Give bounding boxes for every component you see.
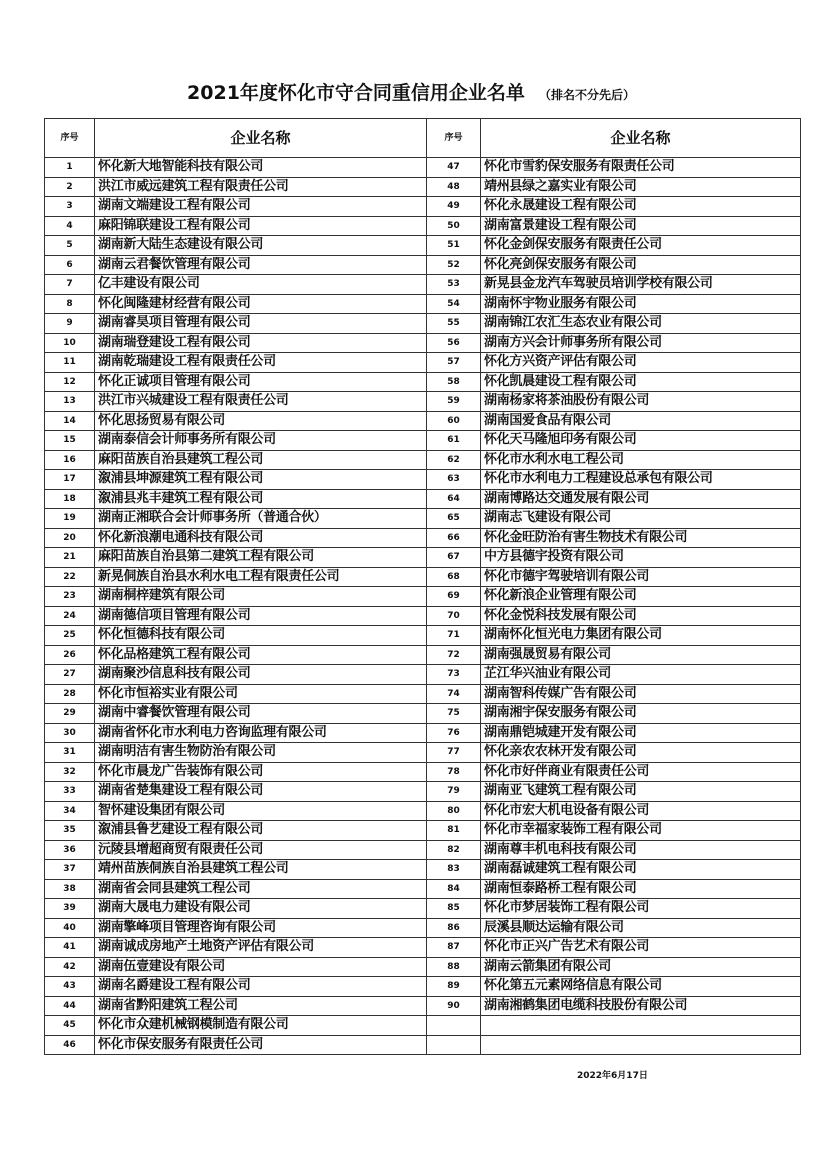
row-number-left: 42 — [45, 957, 95, 977]
company-name-left: 湖南诚成房地产土地资产评估有限公司 — [95, 938, 427, 958]
row-number-right: 68 — [427, 567, 481, 587]
table-header-row — [45, 119, 801, 158]
company-name-right: 湖南杨家将茶油股份有限公司 — [481, 392, 801, 412]
row-number-right: 71 — [427, 626, 481, 646]
row-number-left: 29 — [45, 704, 95, 724]
row-number-right: 86 — [427, 918, 481, 938]
row-number-right: 73 — [427, 665, 481, 685]
row-number-left: 26 — [45, 645, 95, 665]
table-row — [45, 294, 801, 314]
row-number-left: 46 — [45, 1035, 95, 1055]
company-name-right: 怀化第五元素网络信息有限公司 — [481, 977, 801, 997]
table-row — [45, 372, 801, 392]
company-name-right: 怀化亮剑保安服务有限公司 — [481, 255, 801, 275]
company-name-right — [481, 1016, 801, 1036]
table-row — [45, 333, 801, 353]
header-name-left: 企业名称 — [95, 119, 427, 158]
company-name-right: 怀化市水利电力工程建设总承包有限公司 — [481, 470, 801, 490]
row-number-right: 76 — [427, 723, 481, 743]
row-number-left: 5 — [45, 236, 95, 256]
row-number-left: 1 — [45, 158, 95, 178]
company-name-right: 怀化金旺防治有害生物技术有限公司 — [481, 528, 801, 548]
row-number-left: 18 — [45, 489, 95, 509]
row-number-left: 14 — [45, 411, 95, 431]
table-row — [45, 977, 801, 997]
company-name-left: 湖南新大陆生态建设有限公司 — [95, 236, 427, 256]
company-name-right: 湖南湘鹤集团电缆科技股份有限公司 — [481, 996, 801, 1016]
table-row — [45, 431, 801, 451]
company-name-right: 湖南智科传媒广告有限公司 — [481, 684, 801, 704]
row-number-left: 25 — [45, 626, 95, 646]
row-number-left: 24 — [45, 606, 95, 626]
company-name-right: 怀化方兴资产评估有限公司 — [481, 353, 801, 373]
table-row — [45, 704, 801, 724]
company-name-right: 怀化金剑保安服务有限责任公司 — [481, 236, 801, 256]
header-no-left: 序号 — [45, 119, 95, 158]
company-name-left: 湖南乾瑞建设工程有限责任公司 — [95, 353, 427, 373]
company-name-left: 怀化新大地智能科技有限公司 — [95, 158, 427, 178]
table-row — [45, 216, 801, 236]
row-number-left: 9 — [45, 314, 95, 334]
row-number-left: 23 — [45, 587, 95, 607]
company-name-left: 怀化闽隆建材经营有限公司 — [95, 294, 427, 314]
company-name-left: 溆浦县坤源建筑工程有限公司 — [95, 470, 427, 490]
issue-date: 2022年6月17日 — [577, 1071, 648, 1081]
company-name-left: 沅陵县增超商贸有限责任公司 — [95, 840, 427, 860]
table-row — [45, 314, 801, 334]
company-name-right: 中方县德宇投资有限公司 — [481, 548, 801, 568]
table-row — [45, 450, 801, 470]
table-row — [45, 411, 801, 431]
row-number-right: 78 — [427, 762, 481, 782]
company-name-right: 湖南磊诚建筑工程有限公司 — [481, 860, 801, 880]
row-number-left: 4 — [45, 216, 95, 236]
header-name-right: 企业名称 — [481, 119, 801, 158]
company-name-right: 怀化市雪豹保安服务有限责任公司 — [481, 158, 801, 178]
row-number-right: 53 — [427, 275, 481, 295]
row-number-right — [427, 1035, 481, 1055]
row-number-left: 19 — [45, 509, 95, 529]
row-number-right: 79 — [427, 782, 481, 802]
row-number-right: 64 — [427, 489, 481, 509]
company-name-right: 湖南鼎铠城建开发有限公司 — [481, 723, 801, 743]
row-number-right: 72 — [427, 645, 481, 665]
row-number-right: 50 — [427, 216, 481, 236]
row-number-right: 52 — [427, 255, 481, 275]
company-name-left: 湖南泰信会计师事务所有限公司 — [95, 431, 427, 451]
table-row — [45, 879, 801, 899]
company-name-left: 湖南瑞登建设工程有限公司 — [95, 333, 427, 353]
table-row — [45, 684, 801, 704]
ranking-note: （排名不分先后） — [538, 88, 635, 102]
company-name-right: 湖南方兴会计师事务所有限公司 — [481, 333, 801, 353]
company-name-left: 怀化新浪潮电通科技有限公司 — [95, 528, 427, 548]
enterprise-table — [44, 118, 801, 1055]
row-number-right: 82 — [427, 840, 481, 860]
company-name-left: 湖南明洁有害生物防治有限公司 — [95, 743, 427, 763]
company-name-right: 湖南强晟贸易有限公司 — [481, 645, 801, 665]
company-name-right: 湖南志飞建设有限公司 — [481, 509, 801, 529]
table-row — [45, 236, 801, 256]
company-name-left: 溆浦县兆丰建筑工程有限公司 — [95, 489, 427, 509]
company-name-right: 怀化亲农农林开发有限公司 — [481, 743, 801, 763]
table-row — [45, 938, 801, 958]
title-block — [0, 78, 822, 105]
table-row — [45, 743, 801, 763]
table-row — [45, 665, 801, 685]
row-number-right: 90 — [427, 996, 481, 1016]
table-row — [45, 645, 801, 665]
company-name-right: 怀化凯晨建设工程有限公司 — [481, 372, 801, 392]
table-row — [45, 392, 801, 412]
company-name-left: 湖南文端建设工程有限公司 — [95, 197, 427, 217]
row-number-right: 65 — [427, 509, 481, 529]
company-name-right: 怀化市好伴商业有限责任公司 — [481, 762, 801, 782]
company-name-right: 芷江华兴油业有限公司 — [481, 665, 801, 685]
row-number-left: 11 — [45, 353, 95, 373]
table-row — [45, 782, 801, 802]
row-number-right: 70 — [427, 606, 481, 626]
row-number-left: 30 — [45, 723, 95, 743]
row-number-right: 47 — [427, 158, 481, 178]
row-number-right: 74 — [427, 684, 481, 704]
table-row — [45, 1035, 801, 1055]
company-name-right: 怀化天马隆旭印务有限公司 — [481, 431, 801, 451]
row-number-left: 43 — [45, 977, 95, 997]
company-name-right: 湖南怀化恒光电力集团有限公司 — [481, 626, 801, 646]
row-number-left: 33 — [45, 782, 95, 802]
company-name-left: 湖南名爵建设工程有限公司 — [95, 977, 427, 997]
company-name-left: 湖南中睿餐饮管理有限公司 — [95, 704, 427, 724]
row-number-left: 37 — [45, 860, 95, 880]
company-name-left: 亿丰建设有限公司 — [95, 275, 427, 295]
row-number-right: 55 — [427, 314, 481, 334]
company-name-left: 怀化市众建机械钢模制造有限公司 — [95, 1016, 427, 1036]
row-number-left: 8 — [45, 294, 95, 314]
table-row — [45, 353, 801, 373]
company-name-left: 湖南省楚集建设工程有限公司 — [95, 782, 427, 802]
company-name-left: 怀化思扬贸易有限公司 — [95, 411, 427, 431]
company-name-right: 湖南湘宇保安服务有限公司 — [481, 704, 801, 724]
row-number-left: 17 — [45, 470, 95, 490]
row-number-right: 61 — [427, 431, 481, 451]
company-name-left: 湖南桐梓建筑有限公司 — [95, 587, 427, 607]
company-name-left: 湖南省怀化市水利电力咨询监理有限公司 — [95, 723, 427, 743]
row-number-left: 20 — [45, 528, 95, 548]
company-name-left: 湖南德信项目管理有限公司 — [95, 606, 427, 626]
table-row — [45, 470, 801, 490]
company-name-left: 湖南大晟电力建设有限公司 — [95, 899, 427, 919]
row-number-right: 66 — [427, 528, 481, 548]
row-number-right: 88 — [427, 957, 481, 977]
company-name-left: 麻阳锦联建设工程有限公司 — [95, 216, 427, 236]
company-name-right: 怀化市正兴广告艺术有限公司 — [481, 938, 801, 958]
company-name-right: 怀化市德宇驾驶培训有限公司 — [481, 567, 801, 587]
row-number-left: 2 — [45, 177, 95, 197]
row-number-right: 58 — [427, 372, 481, 392]
row-number-left: 40 — [45, 918, 95, 938]
row-number-right: 75 — [427, 704, 481, 724]
table-row — [45, 996, 801, 1016]
table-row — [45, 528, 801, 548]
company-name-right — [481, 1035, 801, 1055]
table-row — [45, 918, 801, 938]
row-number-right: 77 — [427, 743, 481, 763]
row-number-right: 80 — [427, 801, 481, 821]
row-number-right: 48 — [427, 177, 481, 197]
company-name-left: 怀化市恒裕实业有限公司 — [95, 684, 427, 704]
table-row — [45, 177, 801, 197]
row-number-right: 56 — [427, 333, 481, 353]
table-row — [45, 626, 801, 646]
company-name-right: 湖南恒泰路桥工程有限公司 — [481, 879, 801, 899]
row-number-right: 87 — [427, 938, 481, 958]
company-name-right: 怀化新浪企业管理有限公司 — [481, 587, 801, 607]
table-row — [45, 860, 801, 880]
company-name-left: 湖南聚沙信息科技有限公司 — [95, 665, 427, 685]
company-name-left: 怀化品格建筑工程有限公司 — [95, 645, 427, 665]
row-number-left: 22 — [45, 567, 95, 587]
row-number-right: 51 — [427, 236, 481, 256]
table-row — [45, 1016, 801, 1036]
company-name-left: 湖南省黔阳建筑工程公司 — [95, 996, 427, 1016]
company-name-left: 溆浦县鲁艺建设工程有限公司 — [95, 821, 427, 841]
company-name-right: 怀化市幸福家装饰工程有限公司 — [481, 821, 801, 841]
row-number-right: 59 — [427, 392, 481, 412]
row-number-right: 67 — [427, 548, 481, 568]
company-name-left: 靖州苗族侗族自治县建筑工程公司 — [95, 860, 427, 880]
company-name-right: 湖南国爱食品有限公司 — [481, 411, 801, 431]
row-number-left: 3 — [45, 197, 95, 217]
row-number-left: 34 — [45, 801, 95, 821]
row-number-left: 10 — [45, 333, 95, 353]
row-number-right — [427, 1016, 481, 1036]
table-row — [45, 606, 801, 626]
company-name-right: 湖南富景建设工程有限公司 — [481, 216, 801, 236]
row-number-right: 63 — [427, 470, 481, 490]
row-number-left: 38 — [45, 879, 95, 899]
row-number-left: 41 — [45, 938, 95, 958]
row-number-right: 54 — [427, 294, 481, 314]
table-row — [45, 197, 801, 217]
table-row — [45, 548, 801, 568]
company-name-right: 湖南尊丰机电科技有限公司 — [481, 840, 801, 860]
company-name-left: 湖南正湘联合会计师事务所（普通合伙） — [95, 509, 427, 529]
company-name-right: 湖南亚飞建筑工程有限公司 — [481, 782, 801, 802]
table-row — [45, 275, 801, 295]
row-number-left: 13 — [45, 392, 95, 412]
company-name-left: 智怀建设集团有限公司 — [95, 801, 427, 821]
table-row — [45, 255, 801, 275]
table-row — [45, 489, 801, 509]
company-name-left: 湖南伍壹建设有限公司 — [95, 957, 427, 977]
company-name-right: 湖南锦江农汇生态农业有限公司 — [481, 314, 801, 334]
row-number-right: 83 — [427, 860, 481, 880]
table-row — [45, 567, 801, 587]
company-name-right: 靖州县绿之嘉实业有限公司 — [481, 177, 801, 197]
row-number-left: 39 — [45, 899, 95, 919]
row-number-left: 28 — [45, 684, 95, 704]
row-number-right: 84 — [427, 879, 481, 899]
row-number-right: 81 — [427, 821, 481, 841]
row-number-left: 21 — [45, 548, 95, 568]
company-name-left: 麻阳苗族自治县建筑工程公司 — [95, 450, 427, 470]
company-name-right: 湖南怀宇物业服务有限公司 — [481, 294, 801, 314]
page-title: 2021年度怀化市守合同重信用企业名单 — [187, 82, 525, 104]
company-name-left: 怀化市晨龙广告装饰有限公司 — [95, 762, 427, 782]
row-number-left: 31 — [45, 743, 95, 763]
row-number-right: 57 — [427, 353, 481, 373]
company-name-right: 怀化永晟建设工程有限公司 — [481, 197, 801, 217]
company-name-right: 辰溪县顺达运输有限公司 — [481, 918, 801, 938]
company-name-right: 怀化市梦居装饰工程有限公司 — [481, 899, 801, 919]
table-row — [45, 762, 801, 782]
company-name-left: 湖南省会同县建筑工程公司 — [95, 879, 427, 899]
table-row — [45, 957, 801, 977]
row-number-left: 27 — [45, 665, 95, 685]
row-number-left: 44 — [45, 996, 95, 1016]
row-number-right: 89 — [427, 977, 481, 997]
company-name-left: 怀化市保安服务有限责任公司 — [95, 1035, 427, 1055]
company-name-right: 怀化金悦科技发展有限公司 — [481, 606, 801, 626]
row-number-right: 69 — [427, 587, 481, 607]
table-row — [45, 723, 801, 743]
company-name-left: 新晃侗族自治县水利水电工程有限责任公司 — [95, 567, 427, 587]
company-name-left: 湖南擎峰项目管理咨询有限公司 — [95, 918, 427, 938]
table-body — [45, 158, 801, 1055]
company-name-right: 怀化市水利水电工程公司 — [481, 450, 801, 470]
row-number-left: 35 — [45, 821, 95, 841]
company-name-left: 怀化正诚项目管理有限公司 — [95, 372, 427, 392]
company-name-left: 洪江市兴城建设工程有限责任公司 — [95, 392, 427, 412]
company-name-right: 湖南博路达交通发展有限公司 — [481, 489, 801, 509]
row-number-right: 62 — [427, 450, 481, 470]
row-number-right: 85 — [427, 899, 481, 919]
row-number-right: 60 — [427, 411, 481, 431]
table-row — [45, 801, 801, 821]
row-number-left: 6 — [45, 255, 95, 275]
company-name-right: 湖南云箭集团有限公司 — [481, 957, 801, 977]
row-number-left: 12 — [45, 372, 95, 392]
table-row — [45, 821, 801, 841]
row-number-left: 16 — [45, 450, 95, 470]
row-number-right: 49 — [427, 197, 481, 217]
header-no-right: 序号 — [427, 119, 481, 158]
table-row — [45, 158, 801, 178]
company-name-left: 麻阳苗族自治县第二建筑工程有限公司 — [95, 548, 427, 568]
row-number-left: 32 — [45, 762, 95, 782]
table-row — [45, 509, 801, 529]
row-number-left: 7 — [45, 275, 95, 295]
table-row — [45, 840, 801, 860]
company-name-left: 洪江市威远建筑工程有限责任公司 — [95, 177, 427, 197]
table-row — [45, 899, 801, 919]
row-number-left: 15 — [45, 431, 95, 451]
row-number-left: 36 — [45, 840, 95, 860]
company-name-left: 怀化恒德科技有限公司 — [95, 626, 427, 646]
company-name-right: 怀化市宏大机电设备有限公司 — [481, 801, 801, 821]
company-name-left: 湖南云君餐饮管理有限公司 — [95, 255, 427, 275]
company-name-left: 湖南睿昊项目管理有限公司 — [95, 314, 427, 334]
company-name-right: 新晃县金龙汽车驾驶员培训学校有限公司 — [481, 275, 801, 295]
row-number-left: 45 — [45, 1016, 95, 1036]
table-row — [45, 587, 801, 607]
